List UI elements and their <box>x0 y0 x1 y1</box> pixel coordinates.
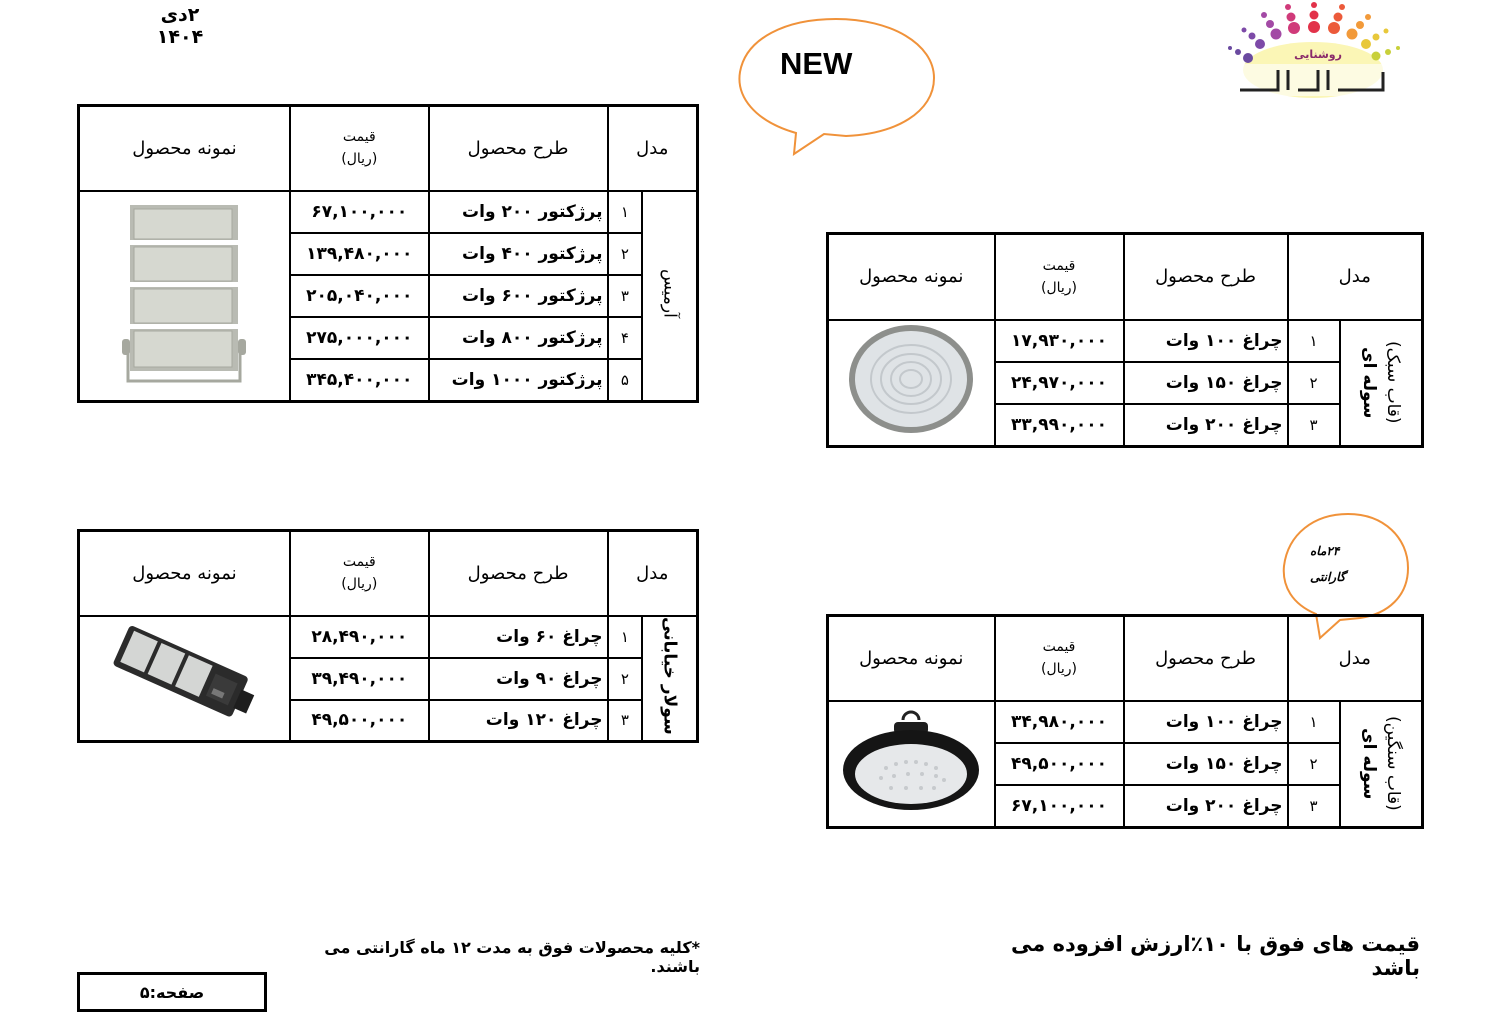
row-number: ۱ <box>1288 701 1340 743</box>
company-logo <box>1218 0 1408 102</box>
product-price: ۳۴۵,۴۰۰,۰۰۰ <box>290 359 429 401</box>
product-design: پرژکتور ۴۰۰ وات <box>429 233 608 275</box>
warranty-months: ۲۴ماه <box>1310 544 1340 558</box>
model-name: سوله ای <box>1358 727 1379 800</box>
price-label: قیمت <box>1042 257 1076 274</box>
model-name: آرمیس <box>659 268 680 318</box>
highbay-light-frame-image <box>841 321 981 441</box>
floodlight-image <box>114 199 254 389</box>
model-variant: (قاب سنگین) <box>1382 716 1403 811</box>
product-price: ۲۸,۴۹۰,۰۰۰ <box>290 616 429 658</box>
table-row <box>79 616 698 658</box>
price-unit: (ریال) <box>1040 279 1078 296</box>
table-header-row <box>828 234 1423 320</box>
price-table-highbay-light <box>826 232 1424 448</box>
model-variant: (قاب سبک) <box>1382 341 1403 424</box>
price-label: قیمت <box>342 129 376 146</box>
model-cell <box>1340 701 1423 828</box>
product-design: چراغ ۱۰۰ وات <box>1124 320 1288 362</box>
model-cell <box>642 616 697 742</box>
col-header-model: مدل <box>1288 616 1423 701</box>
product-price: ۲۰۵,۰۴۰,۰۰۰ <box>290 275 429 317</box>
price-unit: (ریال) <box>341 151 378 168</box>
table-row <box>828 320 1423 362</box>
price-table-highbay-heavy <box>826 614 1424 829</box>
product-design: چراغ ۲۰۰ وات <box>1124 785 1288 827</box>
product-design: پرژکتور ۶۰۰ وات <box>429 275 608 317</box>
table-row <box>828 701 1423 743</box>
product-design: چراغ ۹۰ وات <box>429 658 608 700</box>
model-name: سولار خیابانی <box>659 616 680 735</box>
col-header-design: طرح محصول <box>429 531 608 616</box>
page-number: صفحه:۵ <box>139 982 205 1002</box>
price-unit: (ریال) <box>341 576 378 593</box>
table-header-row <box>828 616 1423 701</box>
product-price: ۳۹,۴۹۰,۰۰۰ <box>290 658 429 700</box>
product-price: ۴۹,۵۰۰,۰۰۰ <box>290 700 429 742</box>
new-label: NEW <box>780 46 853 81</box>
logo-sunburst-icon <box>1218 0 1408 102</box>
model-name: سوله ای <box>1358 346 1379 419</box>
product-design: چراغ ۲۰۰ وات <box>1124 404 1288 446</box>
product-price: ۴۹,۵۰۰,۰۰۰ <box>995 743 1124 785</box>
warranty-note: *کلیه محصولات فوق به مدت ۱۲ ماه گارانتی می باشند. <box>324 938 700 976</box>
svg-text:روشنایی: روشنایی <box>1294 48 1342 61</box>
col-header-design: طرح محصول <box>429 106 608 191</box>
row-number: ۳ <box>1288 404 1340 446</box>
price-unit: (ریال) <box>1040 661 1078 678</box>
price-table-solar-street <box>77 529 699 743</box>
row-number: ۵ <box>608 359 643 401</box>
col-header-price <box>290 106 429 191</box>
product-design: پرژکتور ۱۰۰۰ وات <box>429 359 608 401</box>
new-speech-bubble <box>736 16 940 158</box>
col-header-model: مدل <box>608 531 698 616</box>
product-design: پرژکتور ۲۰۰ وات <box>429 191 608 233</box>
row-number: ۲ <box>1288 743 1340 785</box>
product-design: پرژکتور ۸۰۰ وات <box>429 317 608 359</box>
product-image-cell <box>79 191 290 402</box>
col-header-model: مدل <box>608 106 698 191</box>
table-row <box>79 191 698 233</box>
row-number: ۱ <box>608 616 643 658</box>
row-number: ۳ <box>1288 785 1340 827</box>
product-design: چراغ ۱۲۰ وات <box>429 700 608 742</box>
price-label: قیمت <box>1042 639 1076 656</box>
vat-note: قیمت های فوق با ۱۰٪ارزش افزوده می باشد <box>1011 932 1420 980</box>
product-design: چراغ ۶۰ وات <box>429 616 608 658</box>
product-price: ۲۴,۹۷۰,۰۰۰ <box>995 362 1124 404</box>
col-header-model: مدل <box>1288 234 1423 320</box>
row-number: ۱ <box>1288 320 1340 362</box>
speech-bubble-icon <box>736 16 940 158</box>
product-price: ۱۷,۹۳۰,۰۰۰ <box>995 320 1124 362</box>
col-header-design: طرح محصول <box>1124 234 1288 320</box>
highbay-heavy-frame-image <box>836 702 986 822</box>
col-header-image: نمونه محصول <box>79 531 290 616</box>
col-header-price <box>995 234 1124 320</box>
col-header-image: نمونه محصول <box>79 106 290 191</box>
product-price: ۳۴,۹۸۰,۰۰۰ <box>995 701 1124 743</box>
warranty-label: گارانتی <box>1310 570 1346 584</box>
product-design: چراغ ۱۵۰ وات <box>1124 362 1288 404</box>
col-header-image: نمونه محصول <box>828 616 995 701</box>
page-number-box <box>77 972 267 1012</box>
row-number: ۴ <box>608 317 643 359</box>
product-image-cell <box>79 616 290 742</box>
row-number: ۳ <box>608 275 643 317</box>
product-image-cell <box>828 701 995 828</box>
product-design: چراغ ۱۵۰ وات <box>1124 743 1288 785</box>
product-price: ۶۷,۱۰۰,۰۰۰ <box>290 191 429 233</box>
row-number: ۲ <box>608 233 643 275</box>
table-header-row <box>79 106 698 191</box>
row-number: ۲ <box>1288 362 1340 404</box>
product-design: چراغ ۱۰۰ وات <box>1124 701 1288 743</box>
col-header-image: نمونه محصول <box>828 234 995 320</box>
col-header-price <box>995 616 1124 701</box>
row-number: ۲ <box>608 658 643 700</box>
model-cell <box>1340 320 1423 447</box>
model-cell <box>642 191 697 402</box>
row-number: ۱ <box>608 191 643 233</box>
price-table-armis <box>77 104 699 403</box>
product-price: ۱۳۹,۴۸۰,۰۰۰ <box>290 233 429 275</box>
product-price: ۳۳,۹۹۰,۰۰۰ <box>995 404 1124 446</box>
solar-street-light-image <box>104 621 264 731</box>
product-price: ۶۷,۱۰۰,۰۰۰ <box>995 785 1124 827</box>
document-date: ۲دی ۱۴۰۴ <box>156 4 204 48</box>
product-price: ۲۷۵,۰۰۰,۰۰۰ <box>290 317 429 359</box>
product-image-cell <box>828 320 995 447</box>
col-header-price <box>290 531 429 616</box>
price-label: قیمت <box>342 554 376 571</box>
row-number: ۳ <box>608 700 643 742</box>
col-header-design: طرح محصول <box>1124 616 1288 701</box>
table-header-row <box>79 531 698 616</box>
